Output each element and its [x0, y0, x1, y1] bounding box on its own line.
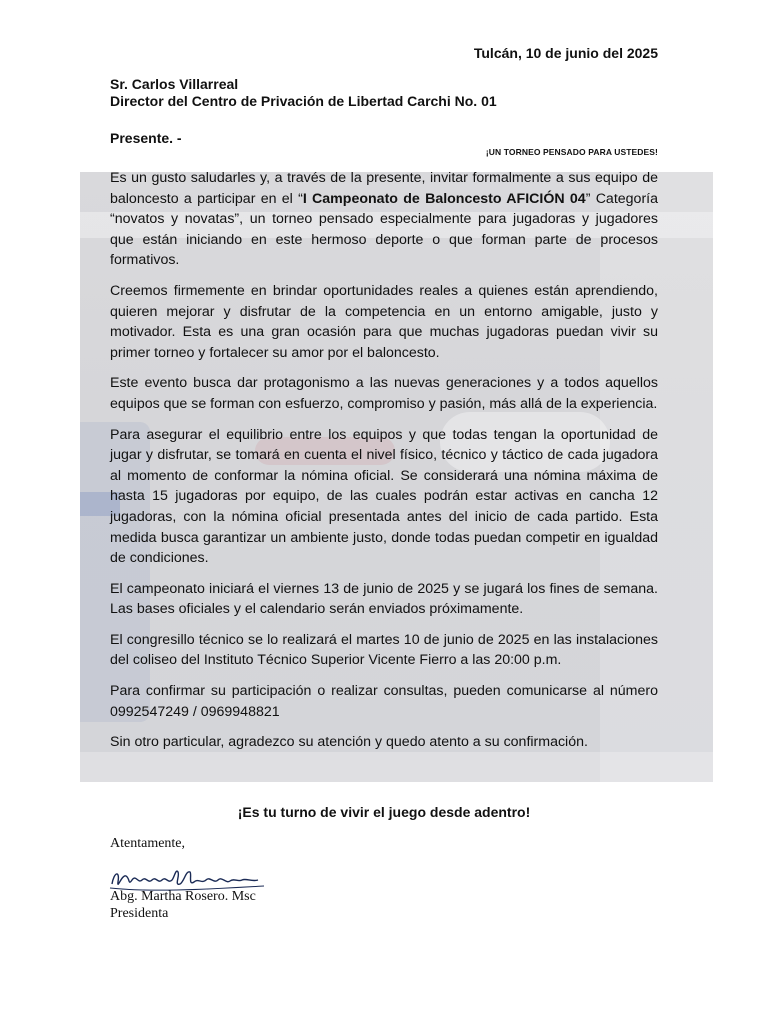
- paragraph-technical-meeting: El congresillo técnico se lo realizará el martes 10 de junio de 2025 en las instalaciones del coliseo del Instituto Técnico Superior Vicente Fierro a las 20:00 p.m.: [110, 631, 658, 669]
- recipient-name: Sr. Carlos Villarreal: [110, 76, 239, 92]
- tournament-name: I Campeonato de Baloncesto AFICIÓN 04: [302, 190, 586, 207]
- paragraph-invitation: Es un gusto saludarles y, a través de la presente, invitar formalmente a sus equipo de baloncesto a participar en el “I Campeonato de Baloncesto AFICIÓN 04” Categoría “novatos y novatas”, un torneo pensado especialmente para jugadoras y jugadores que están iniciando en este hermoso deporte o que forman parte de procesos formativos.: [110, 170, 658, 269]
- closing-slogan: ¡Es tu turno de vivir el juego desde adentro!: [237, 804, 531, 820]
- paragraph-schedule: El campeonato iniciará el viernes 13 de junio de 2025 y se jugará los fines de semana. Las bases oficiales y el calendario serán enviados próximamente.: [110, 580, 658, 618]
- signer-name: Abg. Martha Rosero. Msc: [110, 889, 256, 904]
- paragraph-purpose: Creemos firmemente en brindar oportunidades reales a quienes están aprendiendo, quieren mejorar y disfrutar de la competencia en un entorno amigable, justo y motivador. Esta es una gran ocasión para que muchas jugadoras puedan vivir su primer torneo y fortalecer su amor por el baloncesto.: [110, 282, 658, 361]
- signature-block: [110, 888, 256, 922]
- tagline: ¡UN TORNEO PENSADO PARA USTEDES!: [485, 147, 658, 157]
- salutation: Presente. -: [110, 130, 182, 146]
- signer-role: Presidenta: [110, 906, 169, 921]
- paragraph-protagonism: Este evento busca dar protagonismo a las nuevas generaciones y a todos aquellos equipos que se forman con esfuerzo, compromiso y pasión, más allá de la experiencia.: [110, 375, 658, 412]
- paragraph-contact: Para confirmar su participación o realizar consultas, pueden comunicarse al número 0992547249 / 0969948821: [110, 683, 658, 720]
- paragraph-roster-rules: Para asegurar el equilibrio entre los equipos y que todas tengan la oportunidad de jugar y disfrutar, se tomará en cuenta el nivel físico, técnico y táctico de cada jugadora al momento de conformar la nómina oficial. Se considerará una nómina máxima de hasta 15 jugadoras por equipo, de las cuales podrán estar activas en cancha 12 jugadoras, con la nómina oficial presentada antes del inicio de cada partido. Esta medida busca garantizar un ambiente justo, donde todas puedan competir en igualdad de condiciones.: [110, 426, 658, 567]
- recipient-block: [110, 76, 497, 110]
- letter-body: [110, 168, 658, 763]
- valediction: Atentamente,: [110, 836, 186, 851]
- recipient-title: Director del Centro de Privación de Libertad Carchi No. 01: [110, 93, 497, 109]
- paragraph-closing: Sin otro particular, agradezco su atención y quedo atento a su confirmación.: [110, 734, 588, 751]
- letter-date: Tulcán, 10 de junio del 2025: [473, 45, 658, 61]
